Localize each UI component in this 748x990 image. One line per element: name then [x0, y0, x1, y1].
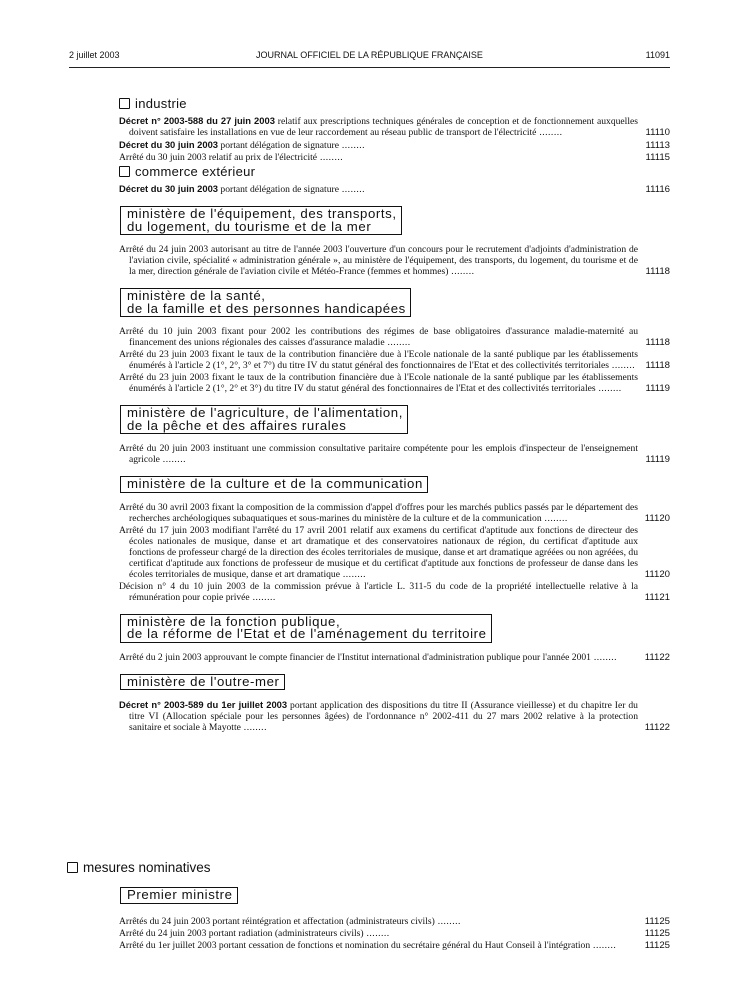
- entry-title-bold: Décret n° 2003-589 du 1er juillet 2003: [119, 699, 288, 710]
- nominatives-title: mesures nominatives: [83, 860, 211, 875]
- entry-title-bold: Décret n° 2003-588 du 27 juin 2003: [119, 115, 275, 126]
- entry-description: Arrêté du 23 juin 2003 fixant le taux de la contribution financière due à l'Ecole nationale de la santé publique par les établissements énumérés à l'article 2 (1°, 2°, 3° et 7°) du titre IV du statut général des fonctionnaires de l'Etat et des collectivités territoriales: [119, 349, 638, 371]
- dot-leader: ........: [384, 337, 411, 348]
- ministry-heading-row: [119, 886, 670, 916]
- dot-leader: ........: [159, 454, 186, 465]
- summary-entry[interactable]: [119, 372, 670, 394]
- entry-text: [119, 443, 638, 465]
- dot-leader: ........: [590, 651, 618, 663]
- ministry-box: ministère de la culture et de la communication: [120, 476, 428, 493]
- entry-description: Arrêté du 17 juin 2003 modifiant l'arrêté du 17 avril 2001 relatif aux examens du certificat d'aptitude aux fonctions de directeur des écoles nationales de musique, danse et art dramatique et des conservatoires nationaux de région, du certificat d'aptitude aux fonctions de professeur chargé de la direction des écoles territoriales de musique, danse et art dramatique agréées ou non agréées, du certificat d'aptitude aux fonctions de professeur de musique et du certificat d'aptitude aux fonctions de professeur de danse dans les écoles territoriales de musique, danse et art dramatique: [119, 524, 638, 580]
- subsection-heading: [119, 164, 670, 180]
- entry-text: [119, 326, 638, 348]
- summary-entry[interactable]: [119, 525, 670, 580]
- entry-text: [119, 139, 638, 151]
- entry-page-number: 11118: [645, 337, 670, 348]
- page-header: [69, 50, 670, 66]
- entry-text: [119, 115, 638, 138]
- entry-description: relatif aux prescriptions techniques générales de conception et de fonctionnement auxquelles doivent satisfaire les installations en vue de leur raccordement au réseau public de transport de l'électricité: [129, 116, 638, 138]
- entry-text: [119, 502, 638, 524]
- header-date: 2 juillet 2003: [69, 50, 120, 60]
- entry-text: [119, 244, 638, 277]
- ministry-heading-row: [119, 604, 670, 652]
- entry-text: [119, 349, 638, 371]
- entry-text: [119, 581, 638, 603]
- checkbox-square-icon: [67, 862, 78, 873]
- dot-leader: ........: [609, 360, 636, 371]
- dot-leader: ........: [590, 939, 617, 951]
- entry-text: [119, 928, 638, 939]
- entry-page-number: 11120: [644, 512, 670, 524]
- entry-page-number: 11122: [644, 651, 670, 663]
- entry-description: Arrêté du 10 juin 2003 fixant pour 2002 les contributions des régimes de base obligatoires d'assurance maladie-maternité au financement des unions régionales des caisses d'assurance maladie: [119, 326, 638, 348]
- dot-leader: ........: [541, 512, 568, 524]
- summary-entry[interactable]: [119, 699, 670, 733]
- subsection-title: commerce extérieur: [135, 164, 256, 179]
- nominatives-heading: [67, 860, 211, 875]
- dot-leader: ........: [363, 927, 390, 939]
- dot-leader: ........: [434, 915, 461, 927]
- entry-description: Arrêté du 2 juin 2003 approuvant le compte financier de l'Institut international d'administration publique pour l'année 2001: [119, 651, 591, 663]
- entry-text: [119, 152, 638, 163]
- summary-content: [119, 96, 670, 734]
- dot-leader: ........: [249, 591, 276, 603]
- checkbox-square-icon: [119, 166, 130, 177]
- summary-entry[interactable]: [119, 115, 670, 138]
- summary-entry[interactable]: [119, 581, 670, 603]
- entry-description: Arrêté du 30 avril 2003 fixant la composition de la commission d'appel d'offres pour les marchés publics passés par le département des recherches archéologiques subaquatiques et sous-marines du ministère de la culture et de la communication: [119, 501, 638, 524]
- summary-entry[interactable]: [119, 928, 670, 939]
- summary-entry[interactable]: [119, 244, 670, 277]
- entry-description: Décision n° 4 du 10 juin 2003 de la commission prévue à l'article L. 311-5 du code de la propriété intellectuelle relative à la rémunération pour copie privée: [119, 580, 638, 603]
- entry-page-number: 11116: [645, 184, 670, 195]
- entry-page-number: 11125: [644, 939, 670, 951]
- entry-page-number: 11125: [644, 915, 670, 927]
- subsection-heading: [119, 96, 670, 112]
- ministry-box: ministère de l'agriculture, de l'alimentation, de la pêche et des affaires rurales: [120, 405, 408, 434]
- entry-description: portant délégation de signature: [218, 140, 339, 151]
- entry-page-number: 11118: [645, 360, 670, 371]
- summary-entry[interactable]: [119, 502, 670, 524]
- entry-page-number: 11125: [644, 927, 670, 939]
- ministry-heading-row: [119, 395, 670, 443]
- checkbox-square-icon: [119, 98, 130, 109]
- entry-description: Arrêté du 24 juin 2003 autorisant au titre de l'année 2003 l'ouverture d'un concours pour le recrutement d'adjoints d'administration de l'aviation civile, spécialité « administration générale », au ministère de l'équipement, des transports, du logement, du tourisme et de la mer, direction générale de l'aviation civile et Météo-France (femmes et hommes): [119, 244, 638, 277]
- ministry-box: ministère de l'équipement, des transports, du logement, du tourisme et de la mer: [120, 206, 402, 235]
- header-rule: [69, 67, 670, 68]
- entry-page-number: 11119: [645, 454, 670, 465]
- dot-leader: ........: [317, 152, 344, 163]
- entry-description: portant application des dispositions du titre II (Assurance vieillesse) et du chapitre Ier du titre VI (Allocation spéciale pour les personnes âgées) de l'ordonnance n° 2002-411 du 27 mars 2002 relative à la protection sanitaire et sociale à Mayotte: [129, 700, 638, 733]
- nominatives-content: [119, 886, 670, 952]
- ministry-box: ministère de la fonction publique, de la réforme de l'Etat et de l'aménagement du territoire: [120, 614, 492, 643]
- ministry-box: ministère de l'outre-mer: [120, 674, 285, 691]
- entry-description: Arrêté du 24 juin 2003 portant radiation (administrateurs civils): [119, 927, 364, 939]
- entry-page-number: 11121: [644, 591, 670, 603]
- summary-entry[interactable]: [119, 139, 670, 151]
- summary-entry[interactable]: [119, 916, 670, 927]
- journal-title: JOURNAL OFFICIEL DE LA RÉPUBLIQUE FRANÇAISE: [256, 50, 483, 60]
- entry-title-bold: Décret du 30 juin 2003: [119, 139, 219, 150]
- summary-entry[interactable]: [119, 183, 670, 195]
- entry-description: Arrêté du 1er juillet 2003 portant cessation de fonctions et nomination du secrétaire général du Haut Conseil à l'intégration: [119, 939, 591, 951]
- ministry-box: ministère de la santé, de la famille et des personnes handicapées: [120, 288, 411, 317]
- entry-page-number: 11115: [645, 152, 670, 163]
- summary-entry[interactable]: [119, 349, 670, 371]
- ministry-heading-row: [119, 664, 670, 700]
- entry-page-number: 11110: [645, 127, 670, 138]
- ministry-box: Premier ministre: [120, 887, 238, 904]
- entry-title-bold: Décret du 30 juin 2003: [119, 183, 219, 194]
- entry-page-number: 11120: [644, 568, 670, 580]
- dot-leader: ........: [595, 383, 622, 394]
- entry-description: portant délégation de signature: [218, 184, 339, 195]
- summary-entry[interactable]: [119, 940, 670, 951]
- entry-description: Arrêté du 20 juin 2003 instituant une commission consultative paritaire compétente pour les emplois d'inspecteur de l'enseignement agricole: [119, 443, 638, 465]
- summary-entry[interactable]: [119, 443, 670, 465]
- ministry-heading-row: [119, 466, 670, 502]
- summary-entry[interactable]: [119, 152, 670, 163]
- entry-page-number: 11119: [645, 383, 670, 394]
- entry-text: [119, 183, 638, 195]
- page-number: 11091: [645, 50, 670, 60]
- dot-leader: ........: [448, 266, 475, 277]
- ministry-heading-row: [119, 278, 670, 326]
- entry-text: [119, 940, 638, 951]
- summary-entry[interactable]: [119, 652, 670, 663]
- entry-page-number: 11122: [644, 722, 670, 733]
- entry-text: [119, 372, 638, 394]
- entry-page-number: 11118: [645, 266, 670, 277]
- entry-description: Arrêté du 23 juin 2003 fixant le taux de la contribution financière due à l'Ecole nationale de la santé publique par les établissements énumérés à l'article 2 (1°, 2° et 3°) du titre IV du statut général des fonctionnaires de l'Etat et des collectivités territoriales: [119, 372, 638, 394]
- dot-leader: ........: [338, 140, 366, 151]
- entry-text: [119, 652, 638, 663]
- dot-leader: ........: [536, 127, 563, 138]
- entry-description: Arrêtés du 24 juin 2003 portant réintégration et affectation (administrateurs civils): [119, 915, 435, 927]
- entry-text: [119, 699, 638, 733]
- subsection-title: industrie: [135, 96, 187, 111]
- entry-page-number: 11113: [645, 140, 670, 151]
- entry-text: [119, 525, 638, 580]
- entry-description: Arrêté du 30 juin 2003 relatif au prix de l'électricité: [119, 152, 318, 163]
- dot-leader: ........: [240, 722, 267, 733]
- ministry-heading-row: [119, 196, 670, 244]
- entry-text: [119, 916, 638, 927]
- dot-leader: ........: [339, 568, 367, 580]
- summary-entry[interactable]: [119, 326, 670, 348]
- dot-leader: ........: [338, 184, 366, 195]
